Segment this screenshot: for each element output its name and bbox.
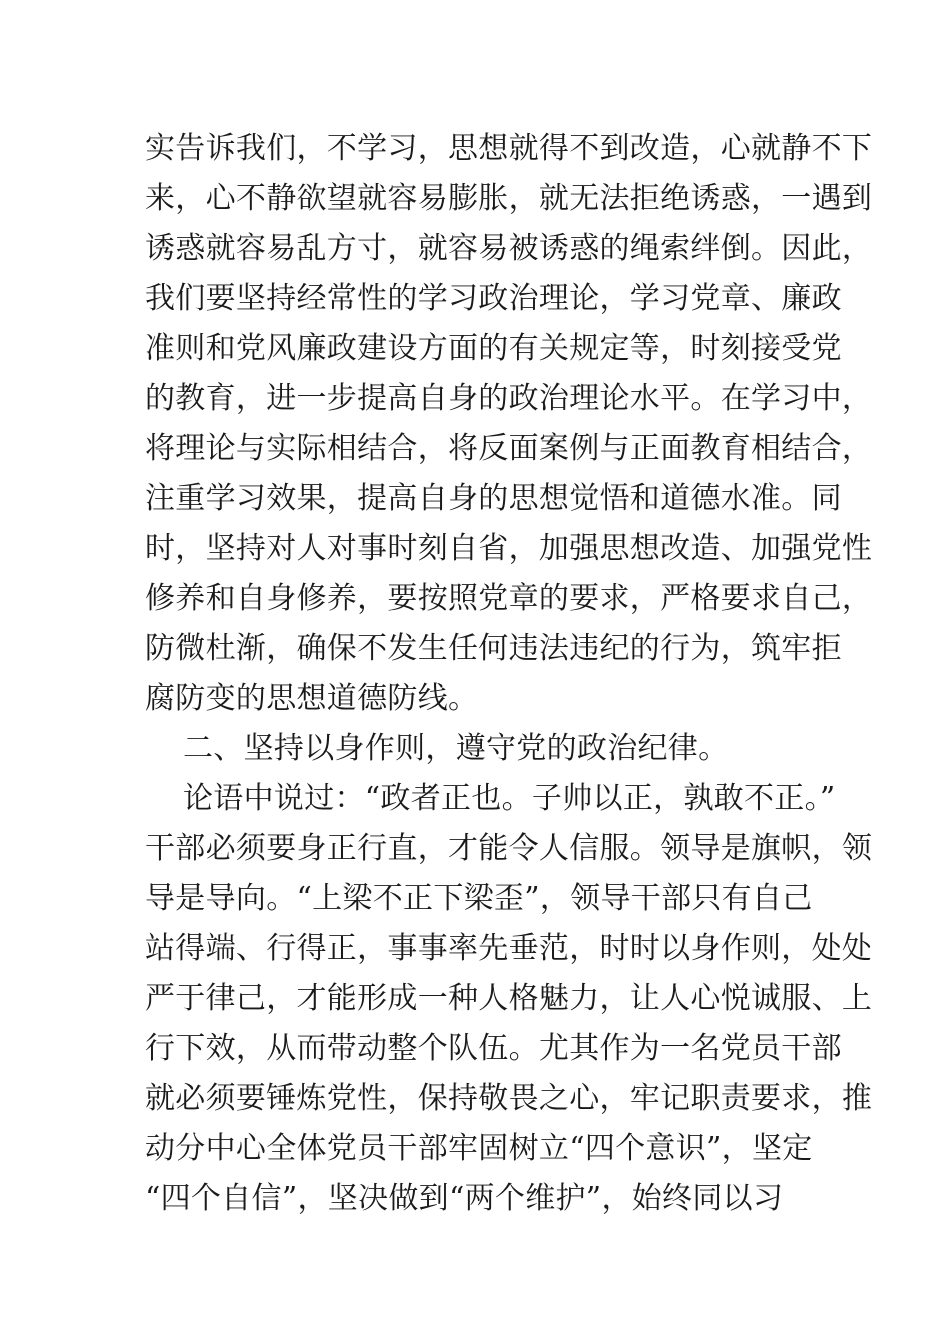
text-line: “四个自信”，坚决做到“两个维护”，始终同以习 xyxy=(145,1181,784,1216)
text-line: 诱惑就容易乱方寸，就容易被诱惑的绳索绊倒。因此， xyxy=(145,231,873,266)
text-line: 干部必须要身正行直，才能令人信服。领导是旗帜，领 xyxy=(145,831,873,866)
text-line: 导是导向。“上梁不正下梁歪”，领导干部只有自己 xyxy=(145,881,813,916)
text-line: 实告诉我们，不学习，思想就得不到改造，心就静不下 xyxy=(145,131,873,166)
text-line: 我们要坚持经常性的学习政治理论，学习党章、廉政 xyxy=(145,281,842,316)
text-line: 来，心不静欲望就容易膨胀，就无法拒绝诱惑，一遇到 xyxy=(145,181,873,216)
section-heading: 二、坚持以身作则，遵守党的政治纪律。 xyxy=(183,731,729,766)
text-line: 注重学习效果，提高自身的思想觉悟和道德水准。同 xyxy=(145,481,842,516)
text-line: 就必须要锤炼党性，保持敬畏之心，牢记职责要求，推 xyxy=(145,1081,873,1116)
text-line: 准则和党风廉政建设方面的有关规定等，时刻接受党 xyxy=(145,331,842,366)
document-body xyxy=(145,124,873,1224)
text-line: 修养和自身修养，要按照党章的要求，严格要求自己， xyxy=(145,581,873,616)
text-line: 行下效，从而带动整个队伍。尤其作为一名党员干部 xyxy=(145,1031,842,1066)
text-line: 动分中心全体党员干部牢固树立“四个意识”，坚定 xyxy=(145,1131,813,1166)
text-line: 的教育，进一步提高自身的政治理论水平。在学习中， xyxy=(145,381,873,416)
text-line: 严于律己，才能形成一种人格魅力，让人心悦诚服、上 xyxy=(145,981,873,1016)
text-line: 论语中说过：“政者正也。子帅以正，孰敢不正。” xyxy=(183,781,836,816)
text-line: 时，坚持对人对事时刻自省，加强思想改造、加强党性 xyxy=(145,531,873,566)
text-line: 腐防变的思想道德防线。 xyxy=(145,681,479,716)
text-line: 将理论与实际相结合，将反面案例与正面教育相结合， xyxy=(145,431,873,466)
text-line: 防微杜渐，确保不发生任何违法违纪的行为，筑牢拒 xyxy=(145,631,842,666)
text-line: 站得端、行得正，事事率先垂范，时时以身作则，处处 xyxy=(145,931,873,966)
